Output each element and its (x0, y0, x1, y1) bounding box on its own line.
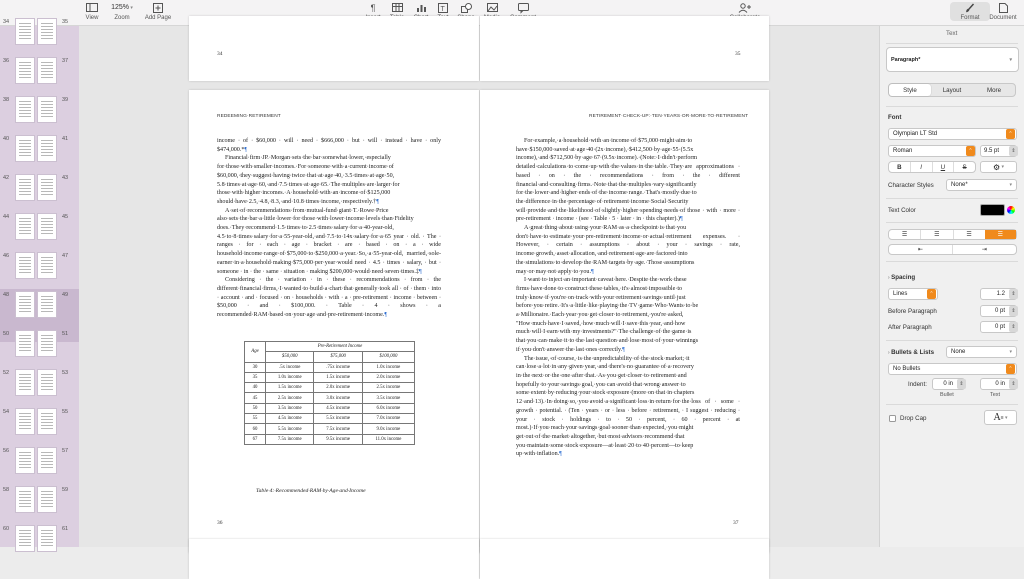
thumbnail-page-number: 37 (62, 58, 69, 64)
increase-indent-icon: ⇥ (981, 246, 988, 253)
thumbnail-page-number: 41 (62, 136, 69, 142)
table-cell: 9.0x income (362, 424, 414, 434)
table-row (245, 424, 415, 434)
thumbnail-page-number: 60 (3, 526, 10, 532)
alignment-buttons (888, 229, 1017, 240)
paragraph-icon: ¶ (370, 2, 376, 13)
thumbnail-page-number: 43 (62, 175, 69, 181)
page-number: 36 (217, 520, 223, 526)
chevron-down-icon: ▾ (1000, 164, 1005, 170)
add-page-button[interactable]: Add Page (138, 2, 178, 21)
pilcrow-icon: ¶ (622, 346, 625, 353)
decrease-indent-icon: ⇤ (917, 246, 924, 253)
advanced-options-button[interactable] (980, 161, 1017, 173)
page-thumbnail[interactable] (15, 408, 35, 435)
chevron-down-icon: ▾ (1009, 56, 1012, 63)
align-center-button[interactable] (920, 230, 952, 239)
page-thumbnail[interactable] (37, 330, 57, 357)
character-styles-label: Character Styles (888, 182, 934, 189)
table-cell: 7.5x income (266, 434, 314, 444)
running-head: RETIREMENT·CHECK-UP:·TEN·YEARS·OR·MORE·TO·RETIREMENT (589, 114, 749, 119)
thumbnail-page-number: 54 (3, 409, 10, 415)
text-indent-stepper[interactable]: ⇕ (1009, 379, 1018, 389)
page-number: 34 (217, 51, 223, 57)
page-thumbnail[interactable] (15, 447, 35, 474)
table-cell: 45 (245, 393, 266, 403)
thumbnail-page-number: 45 (62, 214, 69, 220)
pilcrow-icon: ¶ (559, 451, 562, 458)
paragraph-style-menu[interactable]: Paragraph* ▾ (886, 47, 1019, 72)
table-row (245, 383, 415, 393)
left-page-body[interactable] (217, 137, 441, 320)
table-cell: 1.0x income (362, 362, 414, 372)
page-thumbnail[interactable] (15, 525, 35, 552)
table-cell: 2.0x income (314, 383, 362, 393)
chevron-down-icon: ▾ (1003, 414, 1008, 421)
chevron-down-icon: ▾ (1009, 349, 1012, 355)
character-styles-select[interactable]: None* ▾ (946, 179, 1017, 191)
after-paragraph-field[interactable]: 0 pt (980, 321, 1017, 333)
page-thumbnail[interactable] (37, 174, 57, 201)
tab-layout[interactable]: Layout (942, 86, 962, 94)
before-paragraph-field[interactable]: 0 pt (980, 305, 1017, 317)
pilcrow-icon: ¶ (418, 268, 422, 275)
page-thumbnail[interactable] (15, 486, 35, 513)
table-cell: .75x income (314, 362, 362, 372)
strikethrough-button[interactable]: S (953, 162, 975, 172)
table-cell: 40 (245, 383, 266, 393)
text-color-well[interactable] (980, 204, 1005, 216)
document-canvas (79, 26, 879, 547)
format-button[interactable]: Format (950, 2, 990, 21)
page-thumbnail[interactable] (37, 213, 57, 240)
page-37[interactable] (480, 90, 769, 553)
drop-cap-label: Drop Cap (900, 415, 927, 422)
page-number: 37 (733, 520, 739, 526)
align-center-icon: ☰ (934, 231, 940, 238)
table-header-age: Age (245, 342, 266, 363)
table-cell: 67 (245, 434, 266, 444)
font-style-select[interactable]: Roman (888, 145, 976, 157)
body-paragraph: A·set·of·recommendations·from·mutual-fund·giant·T.·Rowe·Price also·sets·the·bar·a·little·lower·for·those·with·lower·income·levels·than·Fidelity does.·They·recommend·1.5·times·to·2.5·times·salary·for·a·40-year-old, 4.5·to·8·times·salary·for·a·55-year-old,·and·7.5·to·14x·salary·for·a·65 year · old. · The · ranges · for · each · age · bracket · are · based · on · a · wide household·income·range·of·$75,000·to·$250,000·a·year.·So,·a·55-year-old, married,·sole-earner·in·a·household·making·$75,000·per·year·would need · 4.5 · times · salary, · but · someone · in · the · same · situation · making $200,000·would·need·seven·times.‡¶ (217, 207, 441, 275)
comment-icon (515, 2, 531, 13)
inspector-header: Text (946, 30, 958, 37)
chevron-down-icon: ▾ (129, 4, 133, 11)
document-button[interactable]: Document (983, 2, 1023, 21)
page-thumbnail[interactable] (15, 252, 35, 279)
page-thumbnail[interactable] (37, 18, 57, 45)
page-36[interactable] (189, 90, 479, 553)
svg-text:T: T (440, 5, 445, 13)
gear-icon: ⚙ (992, 162, 1001, 172)
thumbnail-page-number: 40 (3, 136, 10, 142)
page-thumbnail[interactable] (37, 486, 57, 513)
spacing-value-field[interactable]: 1.2 (980, 288, 1017, 300)
pilcrow-icon: ¶ (244, 146, 248, 153)
font-size-stepper[interactable]: ⇕ (1009, 146, 1018, 156)
table-cell: 1.0x income (266, 372, 314, 382)
justify-button[interactable] (985, 230, 1016, 239)
disclosure-arrow-icon: › (888, 275, 892, 281)
thumbnail-page-number: 49 (62, 292, 69, 298)
bullet-indent-field[interactable]: 0 in (932, 378, 965, 390)
thumbnail-page-number: 35 (62, 19, 69, 25)
thumbnail-page-number: 47 (62, 253, 69, 259)
table-cell: 2.0x income (362, 372, 414, 382)
zoom-value: 125% (111, 4, 129, 11)
thumbnail-page-number: 61 (62, 526, 69, 532)
table-cell: 3.0x income (314, 393, 362, 403)
disclosure-arrow-icon: › (888, 350, 892, 356)
page-thumbnail[interactable] (15, 57, 35, 84)
drop-cap-style-button[interactable]: A ≡ ▾ (984, 410, 1017, 425)
page-thumbnail[interactable] (15, 96, 35, 123)
text-indent-field[interactable]: 0 in (980, 378, 1017, 390)
thumbnail-page-number: 57 (62, 448, 69, 454)
thumbnail-page-number: 56 (3, 448, 10, 454)
bold-button[interactable]: B (897, 163, 902, 171)
table-cell: 11.0x income (362, 434, 414, 444)
table-caption: Table·4:·Recommended·RAM·by·Age·and·Income (256, 488, 366, 494)
thumbnail-page-number: 51 (62, 331, 69, 337)
table-cell: 6.0x income (362, 403, 414, 413)
table-cell: 3.5x income (362, 393, 414, 403)
drop-cap-checkbox[interactable] (889, 415, 896, 422)
image-icon (484, 2, 500, 13)
thumbnail-page-number: 38 (3, 97, 10, 103)
thumbnail-page-number: 34 (3, 19, 10, 25)
spacing-mode-select[interactable]: Lines (888, 288, 938, 300)
paintbrush-icon (962, 2, 978, 13)
bullet-sub-label: Bullet (940, 392, 954, 398)
body-paragraph: A·great·thing·about·using·your·RAM·as·a·checkpoint·is·that·you don't·have·to·estimate·your·pre-retirement·income·or·actual·retirement expenses. · However, · certain · assumptions · about · your · savings · rate, income·growth,·asset·allocation,·and·retirement·age·are·factored·into the·simulations·to·develop·the·RAM·targets·by·age.·Those·assumptions may·or·may·not·apply·to·you.¶ (516, 225, 740, 275)
tab-more[interactable]: More (986, 86, 1002, 94)
table-cell: 5.5x income (266, 424, 314, 434)
table-row (245, 403, 415, 413)
text-color-label: Text Color (888, 207, 916, 214)
table-cell: 4.5x income (266, 414, 314, 424)
thumbnail-page-number: 58 (3, 487, 10, 493)
table-header-income: $100,000 (362, 352, 414, 362)
decrease-indent-button[interactable] (889, 245, 952, 254)
page-thumbnail[interactable] (15, 291, 35, 318)
page-thumbnail[interactable] (15, 213, 35, 240)
page-thumbnail[interactable] (37, 252, 57, 279)
text-sub-label: Text (990, 392, 1001, 398)
page-thumbnail[interactable] (37, 135, 57, 162)
body-paragraph: The·issue,·of·course,·is·the·unpredictability·of·the·stock·market;·it can·lose·a·lot·in·any·given·year,·and·there's·no·guarantee·of·a·recovery in·the·next·or·the·one·after·that.·As·you·get·closer·to·retirement·and hopefully·to·your·savings·goal,·you·can·avoid·that·wrong·answer·to some·extent·by·reducing·your·stock·exposure·(more·on·that·in·chapters 12·and·13).·In·doing·so,·you·avoid·a·significant·loss·in·return·for·the·loss of · some · growth · potential. · (Ten · years · or · less · before · retirement, · I suggest · reducing · your · stock · holdings · to · 50 · percent, · 60 · percent · at most.)·If·you·reach·your·savings·goal·sooner·than·expected,·you·might get·out·of·the·market·altogether,·but·most·advisors·recommend·that you·maintain·some·stock·exposure—at·least·20·to·40·percent—to·keep up·with·inflation.¶ (516, 355, 740, 458)
increase-indent-button[interactable] (952, 245, 1016, 254)
table-row (245, 362, 415, 372)
color-picker-icon[interactable] (1007, 206, 1015, 214)
page-thumbnail[interactable] (15, 174, 35, 201)
thumbnail-page-number: 39 (62, 97, 69, 103)
page-39[interactable] (480, 539, 769, 579)
page-thumbnail[interactable] (37, 57, 57, 84)
table-cell: 30 (245, 362, 266, 372)
page-thumbnail[interactable] (37, 408, 57, 435)
table-cell: 7.5x income (314, 424, 362, 434)
page-thumbnail[interactable] (15, 330, 35, 357)
font-section-label: Font (888, 114, 902, 121)
chevron-down-icon: ▾ (1009, 182, 1012, 188)
underline-button[interactable]: U (932, 162, 954, 172)
table-row (245, 393, 415, 403)
table-cell: 4.5x income (314, 403, 362, 413)
page-thumbnail[interactable] (37, 96, 57, 123)
bullets-lists-label[interactable]: › Bullets & Lists (888, 349, 935, 356)
align-left-button[interactable] (889, 230, 920, 239)
bullets-type-select[interactable]: No Bullets (888, 363, 1017, 375)
bullet-indent-stepper[interactable]: ⇕ (957, 379, 966, 389)
thumbnail-page-number: 44 (3, 214, 10, 220)
align-left-icon: ☰ (901, 231, 908, 238)
thumbnail-page-number: 36 (3, 58, 10, 64)
after-paragraph-label: After Paragraph (888, 324, 932, 331)
tab-style[interactable]: Style (889, 84, 931, 96)
table-cell: 1.5x income (314, 372, 362, 382)
body-paragraph: I·want·to·inject·an·important·caveat·here.·Despite·the·work·these firms·have·done·to·construct·these·tables,·it's·almost·impossible·to truly·know·if·you're·on·track·with·your·retirement·savings·until·just before·you·retire.·It's·a·little·like·playing·the·TV·game·Who·Wants·to·be a·Millionaire.·Each·year·you·get·closer·to·retirement,·you're·asked, "How·much·have·I·saved,·how·much·will·I·save·this·year,·and·how much·will·I·earn·with·my·investments?"·The·challenge·of·the·game·is that·you·can·make·it·to·the·last·question·and·lose·most·of·your·winnings if·you·don't·answer·the·last·ones·correctly.¶ (516, 277, 699, 353)
collaborate-icon (737, 2, 753, 13)
view-button[interactable]: View (72, 2, 112, 21)
running-head: REDEEMING·RETIREMENT (217, 114, 281, 119)
justify-icon: ☰ (997, 231, 1004, 238)
pilcrow-icon: ¶ (384, 312, 388, 319)
document-icon (995, 2, 1011, 13)
page-35[interactable] (480, 16, 769, 81)
ram-table (244, 341, 415, 445)
spacing-mode-chevron-icon[interactable]: ⌃ (927, 289, 936, 299)
page-thumbnail[interactable] (37, 525, 57, 552)
indent-buttons (888, 244, 1017, 255)
table-cell: 1.5x income (266, 383, 314, 393)
table-cell: 35 (245, 372, 266, 382)
thumbnail-page-number: 46 (3, 253, 10, 259)
page-thumbnail[interactable] (15, 135, 35, 162)
table-cell: 7.0x income (362, 414, 414, 424)
page-thumbnail[interactable] (15, 18, 35, 45)
thumbnail-page-number: 53 (62, 370, 69, 376)
table-cell: 5.5x income (314, 414, 362, 424)
bullets-style-select[interactable]: None ▾ (946, 346, 1017, 358)
body-paragraph: income · of · $60,000 · will · need · $666,000 · but · will · instead · have · only $474,000.*¶ (217, 138, 441, 153)
bullets-type-chevron-icon[interactable]: ⌃ (1006, 364, 1015, 374)
page-number: 35 (735, 51, 741, 57)
body-paragraph: Considering · the · variation · in · these · recommendations · from · the different·financial·firms,·I·wanted·to·build·a·chart·that·generally·took all · of · them · into · account · and · focused · on · households · with · a · pre-retirement · income · between · $50,000 · and · $100,000. · Table · 4 · shows · a recommended·RAM·based·on·your·age·and·pre-retirement·income.¶ (217, 277, 441, 319)
table-cell: .5x income (266, 362, 314, 372)
thumbnail-page-number: 59 (62, 487, 69, 493)
page-38[interactable] (189, 539, 479, 579)
sidebar-icon (84, 2, 100, 13)
pilcrow-icon: ¶ (590, 268, 594, 275)
italic-button[interactable]: I (910, 162, 932, 172)
inspector-tabs (888, 83, 1016, 97)
body-paragraph: Financial·firm·JP.·Morgan·sets·the·bar·somewhat·lower,·especially for·those·with·smaller·incomes.·For·someone·with·a·current·income·of $60,000,·they·suggest·having·twice·that·at·age·40,·3.5·times·at·age·50, 5.8·times·at·age·60,·and·7.5·times·at·age·65.·The·multiples·are·larger·for those·with·higher·incomes.·A·household·with·an·income·of·$125,000 should·have·2.5,·4.8,·8.3,·and·10.8·times·income,·respectively.†¶ (217, 155, 400, 205)
font-size-field[interactable]: 9.5 pt (980, 145, 1017, 157)
table-row (245, 414, 415, 424)
page-thumbnails-sidebar (0, 19, 79, 547)
pilcrow-icon: ¶ (376, 198, 379, 205)
page-thumbnail[interactable] (15, 369, 35, 396)
table-cell: 60 (245, 424, 266, 434)
align-right-icon: ☰ (966, 231, 972, 238)
page-thumbnail[interactable] (37, 291, 57, 318)
text-style-buttons (888, 161, 976, 173)
before-paragraph-label: Before Paragraph (888, 308, 937, 315)
table-cell: 2.5x income (266, 393, 314, 403)
thumbnail-page-number: 52 (3, 370, 10, 376)
page-thumbnail[interactable] (37, 447, 57, 474)
thumbnail-page-number: 48 (3, 292, 10, 298)
right-page-body[interactable] (516, 137, 740, 459)
thumbnail-row (0, 523, 79, 576)
spacing-stepper[interactable]: ⇕ (1009, 289, 1018, 299)
table-header-income: $75,000 (314, 352, 362, 362)
font-family-select[interactable]: Olympian LT Std (888, 128, 1017, 140)
table-row (245, 372, 415, 382)
table-cell: 55 (245, 414, 266, 424)
before-paragraph-stepper[interactable]: ⇕ (1009, 306, 1018, 316)
after-paragraph-stepper[interactable]: ⇕ (1009, 322, 1018, 332)
table-cell: 3.5x income (266, 403, 314, 413)
indent-label: Indent: (908, 381, 927, 388)
spacing-label[interactable]: › Spacing (888, 274, 916, 281)
font-family-chevron-icon[interactable]: ⌃ (1006, 129, 1015, 139)
table-header-income: $50,000 (266, 352, 314, 362)
drop-cap-icon: A (993, 412, 1001, 423)
thumbnail-page-number: 55 (62, 409, 69, 415)
table-header-group: Pre-Retirement Income (266, 342, 415, 352)
page-thumbnail[interactable] (37, 369, 57, 396)
table-cell: 9.5x income (314, 434, 362, 444)
add-page-icon (150, 2, 166, 13)
font-style-chevron-icon[interactable]: ⌃ (966, 146, 975, 156)
table-row (245, 434, 415, 444)
thumbnail-page-number: 50 (3, 331, 10, 337)
align-right-button[interactable] (953, 230, 985, 239)
page-34[interactable] (189, 16, 479, 81)
format-inspector (879, 26, 1024, 547)
zoom-control[interactable]: 125% ▾ Zoom (111, 4, 133, 21)
table-cell: 50 (245, 403, 266, 413)
table-cell: 2.5x income (362, 383, 414, 393)
body-paragraph: For·example,·a·household·with·an·income·of·$75,000·might·aim·to have·$150,000·saved·at·age·40·(2x·income),·$412,500·by·age·55·(5.5x income),·and·$712,500·by·age·67·(9.5x·income).·(Note:·I·didn't·perform detailed·calculations·to·come·up·with·the·values·in·the·table.·They·are approximations · based · on · the · recommendations · from · the · different financial·and·consulting·firms.·Note·that·the·multiples·vary·significantly for·the·lower·and·higher·ends·of·the·income·range.·That's·mostly·due·to the·difference·in·the·percentage·of·retirement·income·Social·Security will·provide·and·the·likelihood·of·slightly·higher·spending·needs·of those · with · more · pre-retirement · income · (see · Table · 5 · later · in · this chapter).)¶ (516, 138, 740, 223)
pilcrow-icon: ¶ (679, 216, 683, 223)
thumbnail-page-number: 42 (3, 175, 10, 181)
